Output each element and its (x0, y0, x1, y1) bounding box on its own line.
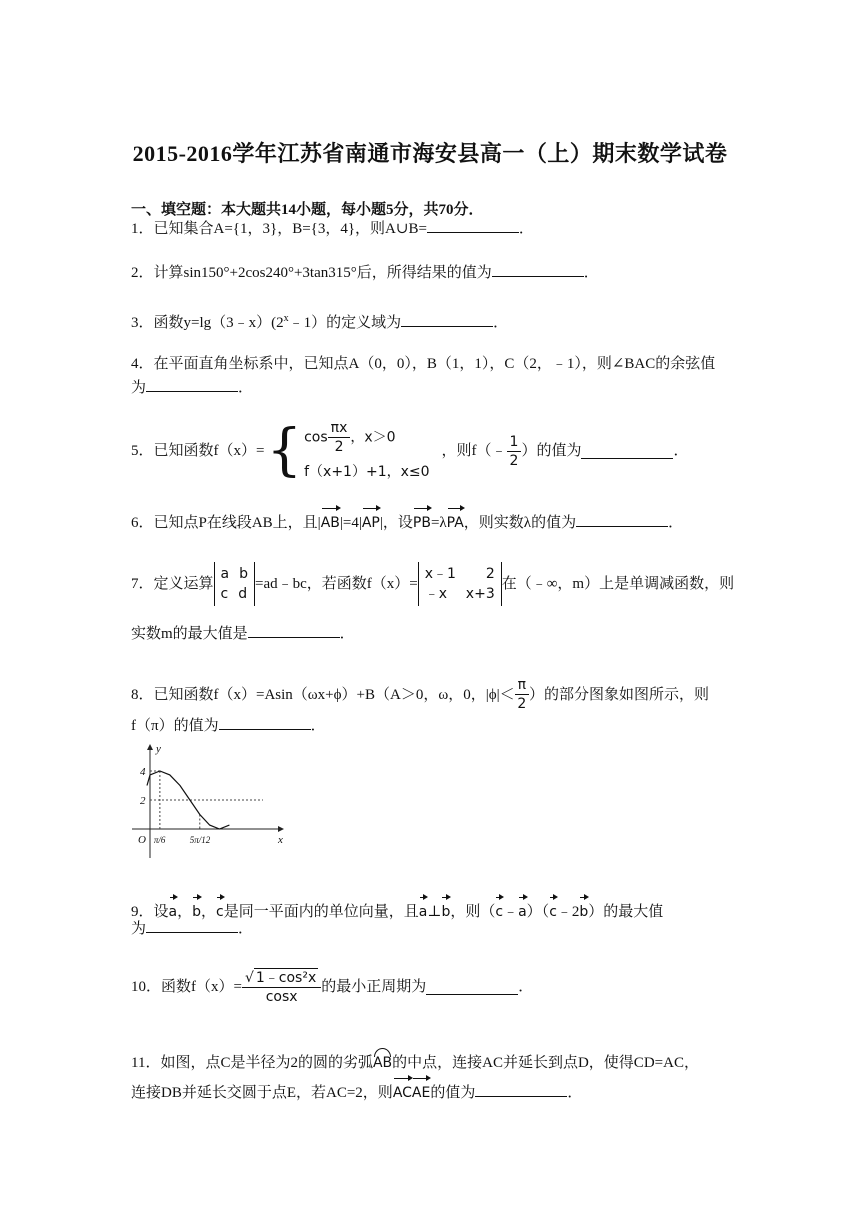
question-5 (131, 416, 688, 486)
answer-blank (426, 980, 518, 995)
vector-c: c (549, 895, 557, 923)
question-8-line-2 (131, 715, 326, 737)
fraction-pi-over-2: $\frac{\pi}{2}$ (515, 676, 529, 713)
question-11-text: 11．如图，点C是半径为2的圆的劣弧 (131, 1055, 373, 1071)
question-9: 9．设a，b，c是同一平面内的单位向量，且a⊥b，则（c﹣a）（c﹣2b）的最大值 (131, 895, 663, 923)
period: ． (310, 718, 326, 734)
question-8-text: f（π）的值为 (131, 718, 219, 734)
answer-blank (219, 715, 311, 730)
period: ． (668, 515, 684, 531)
piecewise-cases (304, 419, 429, 483)
question-7 (131, 562, 734, 606)
answer-blank (581, 444, 673, 459)
question-9-text: 为 (131, 921, 147, 937)
vector-a: a (169, 895, 178, 923)
fraction-half: $\frac{1}{2}$ (507, 433, 522, 470)
question-3-text: 3．函数y=lg（3﹣x）(2 (131, 315, 284, 331)
perp-symbol: ⊥ (427, 904, 442, 920)
text-segment: |=4| (339, 515, 362, 531)
case-1: cos $\frac{\pi x}{2}$ ，x＞0 (304, 420, 396, 455)
period: ． (583, 265, 599, 281)
question-2 (131, 262, 599, 284)
question-1-text: 1．已知集合A={1，3}，B={3，4}，则A∪B= (131, 221, 427, 237)
text-segment: =λ (430, 515, 447, 531)
question-7-text: 实数m的最大值是 (131, 626, 248, 642)
x-axis-label: x (278, 834, 283, 846)
question-10-text: 10．函数f（x）= (131, 979, 242, 995)
text-segment: ）的最大值 (588, 904, 664, 920)
period: ． (493, 315, 509, 331)
sine-graph (128, 742, 288, 862)
sqrt-icon: √ (244, 970, 254, 986)
question-9-text: 9．设 (131, 904, 169, 920)
vector-ac: AC (393, 1076, 412, 1104)
question-8 (131, 676, 709, 713)
answer-blank (146, 377, 238, 392)
vector-c: c (216, 895, 224, 923)
question-3 (131, 308, 508, 334)
vector-b: b (579, 895, 588, 923)
question-11-text-cont: 的中点，连接AC并延长到点D，使得CD=AC， (392, 1055, 699, 1071)
fraction: $\frac{\pi x}{2}$ (328, 419, 351, 456)
y-axis-arrow-icon (147, 744, 153, 750)
section-heading: 一、填空题：本大题共14小题，每小题5分，共70分． (131, 202, 484, 218)
answer-blank (401, 312, 493, 327)
fraction-sqrt-over-cos: $\frac{\text{√ 1﹣cos²x}}{\cos x}$ (242, 968, 321, 1006)
period: ． (518, 979, 534, 995)
origin-label: O (138, 834, 146, 846)
page-title: 2015-2016学年江苏省南通市海安县高一（上）期末数学试卷 (132, 141, 728, 166)
text-segment: ，则（ (450, 904, 496, 920)
x-axis-arrow-icon (278, 826, 284, 832)
answer-blank (146, 918, 238, 933)
question-11 (131, 1052, 699, 1074)
text-segment: ，则实数λ的值为 (463, 515, 577, 531)
vector-pb: PB (413, 506, 431, 534)
vector-pa: PA (447, 506, 464, 534)
question-4-text: 为 (131, 380, 147, 396)
answer-blank (492, 262, 584, 277)
minus-two: ﹣2 (556, 904, 580, 920)
determinant-abcd: a b c d (214, 562, 255, 606)
answer-blank (427, 218, 519, 233)
x-tick-label-5pi-12: 5π/12 (189, 835, 211, 845)
y-tick-label-2: 2 (140, 795, 146, 807)
period: ． (518, 221, 534, 237)
text-segment: ）（ (526, 904, 550, 920)
question-7-text: 7．定义运算 (131, 576, 214, 592)
period: ． (567, 1085, 583, 1101)
question-10 (131, 968, 533, 1006)
question-10-text-end: 的最小正周期为 (321, 979, 427, 995)
answer-blank (475, 1082, 567, 1097)
y-axis-label: y (156, 743, 161, 755)
question-6-text: 6．已知点P在线段AB上，且| (131, 515, 321, 531)
question-2-text: 2．计算sin150°+2cos240°+3tan315°后，所得结果的值为 (131, 265, 492, 281)
question-7-text-cont: =ad﹣bc，若函数f（x）= (255, 576, 418, 592)
period: ． (339, 626, 355, 642)
exponent: x (283, 313, 289, 324)
case-2: f（x+1）+1，x≤0 (304, 464, 430, 480)
vector-ab: AB (321, 506, 340, 534)
question-11-text: 连接DB并延长交圆于点E，若AC=2，则 (131, 1085, 393, 1101)
text-segment: 的值为 (430, 1085, 476, 1101)
question-8-text: 8．已知函数f（x）=Asin（ωx+ϕ）+B（A＞0，ω，0，|ϕ|＜ (131, 686, 515, 703)
question-4-line-2 (131, 377, 253, 399)
period: ． (238, 921, 254, 937)
question-4-line-1: 4．在平面直角坐标系中，已知点A（0，0），B（1，1），C（2，﹣1），则∠BAC的余弦值 (131, 356, 716, 372)
y-tick-label-4: 4 (140, 766, 146, 778)
answer-blank (248, 623, 340, 638)
vector-a: a (419, 895, 428, 923)
question-5-text-cont: ，则f（﹣ (441, 443, 507, 459)
vector-ap: AP (362, 506, 380, 534)
arc-ab: AB (373, 1052, 392, 1074)
determinant-fx: x﹣1 2 ﹣x x+3 (418, 562, 502, 606)
answer-blank (576, 512, 668, 527)
question-7-text-end: 在（﹣∞，m）上是单调减函数，则 (501, 576, 735, 592)
question-7-line-2 (131, 623, 355, 645)
vector-c: c (495, 895, 503, 923)
question-1 (131, 218, 534, 240)
question-8-text-end: ）的部分图象如图所示，则 (529, 686, 710, 703)
text-segment: |，设 (379, 515, 413, 531)
question-5-text: 5．已知函数f（x）= (131, 443, 265, 459)
question-11-line-2 (131, 1076, 582, 1104)
vector-ae: AE (412, 1076, 430, 1104)
question-4 (131, 353, 715, 375)
question-5-text-end: ）的值为 (521, 443, 582, 459)
vector-b: b (441, 895, 450, 923)
vector-b: b (192, 895, 201, 923)
question-9-line-2 (131, 918, 253, 940)
question-3-text-cont: ﹣1）的定义域为 (288, 315, 402, 331)
minus: ﹣ (503, 904, 519, 920)
text-segment: 是同一平面内的单位向量，且 (223, 904, 419, 920)
period: ． (238, 380, 254, 396)
piecewise-brace: { (266, 418, 303, 483)
vector-a: a (518, 895, 527, 923)
question-6 (131, 506, 683, 534)
period: ． (673, 443, 689, 459)
x-tick-label-pi-6: π/6 (153, 835, 166, 845)
